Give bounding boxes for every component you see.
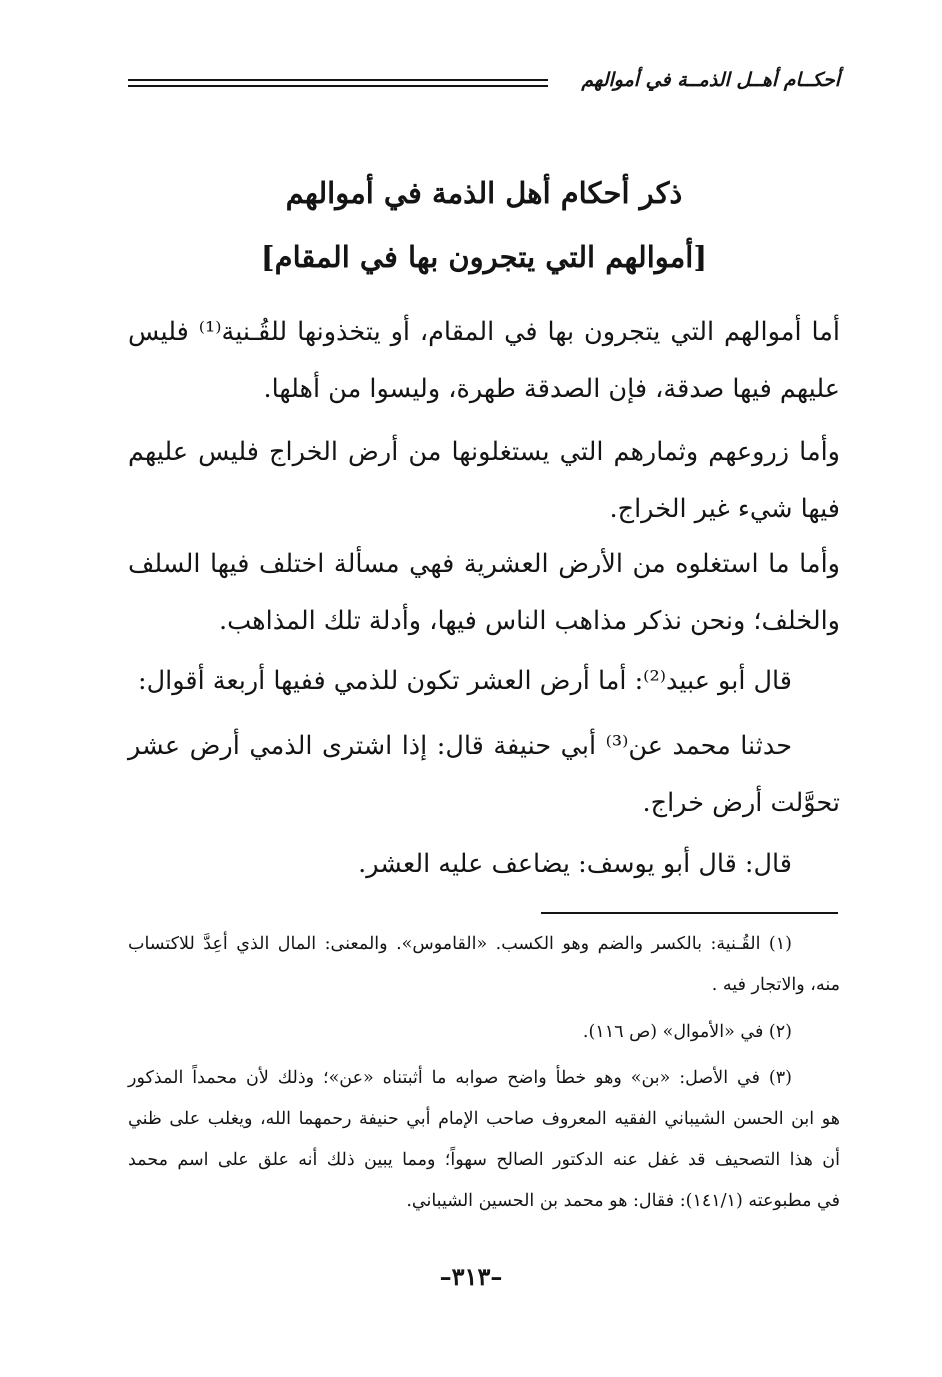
paragraph-line: حدثنا محمد عن⁽³⁾ أبي حنيفة قال: إذا اشترى الذمي أرض عشر (128, 731, 792, 761)
footnote-line: (٢) في «الأموال» (ص ١١٦). (582, 1022, 792, 1042)
paragraph-line: وأما ما استغلوه من الأرض العشرية فهي مسألة اختلف فيها السلف (128, 549, 840, 579)
paragraph-6 (128, 836, 840, 893)
header-rule-bottom (128, 85, 548, 87)
footnote-line: أن هذا التصحيف قد غفل عنه الدكتور الصالح سهواً؛ ومما يبين ذلك أنه علق على اسم محمد (128, 1150, 840, 1170)
footnote-2 (128, 1012, 840, 1053)
paragraph-line: تحوَّلت أرض خراج. (642, 788, 840, 818)
footnote-line: (١) القُـنية: بالكسر والضم وهو الكسب. «القاموس». والمعنى: المال الذي أعِدَّ للاكتساب (128, 934, 792, 954)
footnote-line: (٣) في الأصل: «بن» وهو خطأ واضح صوابه ما أثبتناه «عن»؛ وذلك لأن محمداً المذكور (128, 1068, 792, 1088)
paragraph-line: قال: قال أبو يوسف: يضاعف عليه العشر. (358, 849, 792, 879)
paragraph-line: أما أموالهم التي يتجرون بها في المقام، أو يتخذونها للقُـنية⁽¹⁾ فليس (128, 317, 840, 347)
paragraph-3 (128, 536, 840, 650)
paragraph-1 (128, 304, 840, 418)
paragraph-line: والخلف؛ ونحن نذكر مذاهب الناس فيها، وأدلة تلك المذاهب. (219, 606, 840, 636)
section-subheading: [أموالهم التي يتجرون بها في المقام] (260, 240, 708, 274)
chapter-heading: ذكر أحكام أهل الذمة في أموالهم (285, 176, 683, 210)
running-header (128, 66, 840, 102)
running-header-title: أحكــام أهــل الذمــة في أموالهم (581, 69, 840, 91)
paragraph-line: قال أبو عبيد⁽²⁾: أما أرض العشر تكون للذمي ففيها أربعة أقوال: (138, 666, 792, 696)
footnote-separator (541, 912, 838, 914)
paragraph-4 (128, 653, 840, 710)
paragraph-5 (128, 718, 840, 832)
paragraph-line: فيها شيء غير الخراج. (609, 494, 840, 524)
header-rule-top (128, 79, 548, 81)
footnote-line: منه، والاتجار فيه . (711, 975, 840, 995)
footnote-1 (128, 924, 840, 1006)
footnote-3 (128, 1058, 840, 1222)
paragraph-line: عليهم فيها صدقة، فإن الصدقة طهرة، وليسوا من أهلها. (263, 374, 840, 404)
paragraph-2 (128, 424, 840, 538)
footnote-line: في مطبوعته (١٤١/١): فقال: هو محمد بن الحسين الشيباني. (406, 1191, 840, 1211)
footnote-line: هو ابن الحسن الشيباني الفقيه المعروف صاحب الإمام أبي حنيفة رحمهما الله، ويغلب على ظني (128, 1109, 840, 1129)
paragraph-line: وأما زروعهم وثمارهم التي يستغلونها من أرض الخراج فليس عليهم (128, 437, 840, 467)
page-number: –٣١٣– (439, 1262, 503, 1291)
